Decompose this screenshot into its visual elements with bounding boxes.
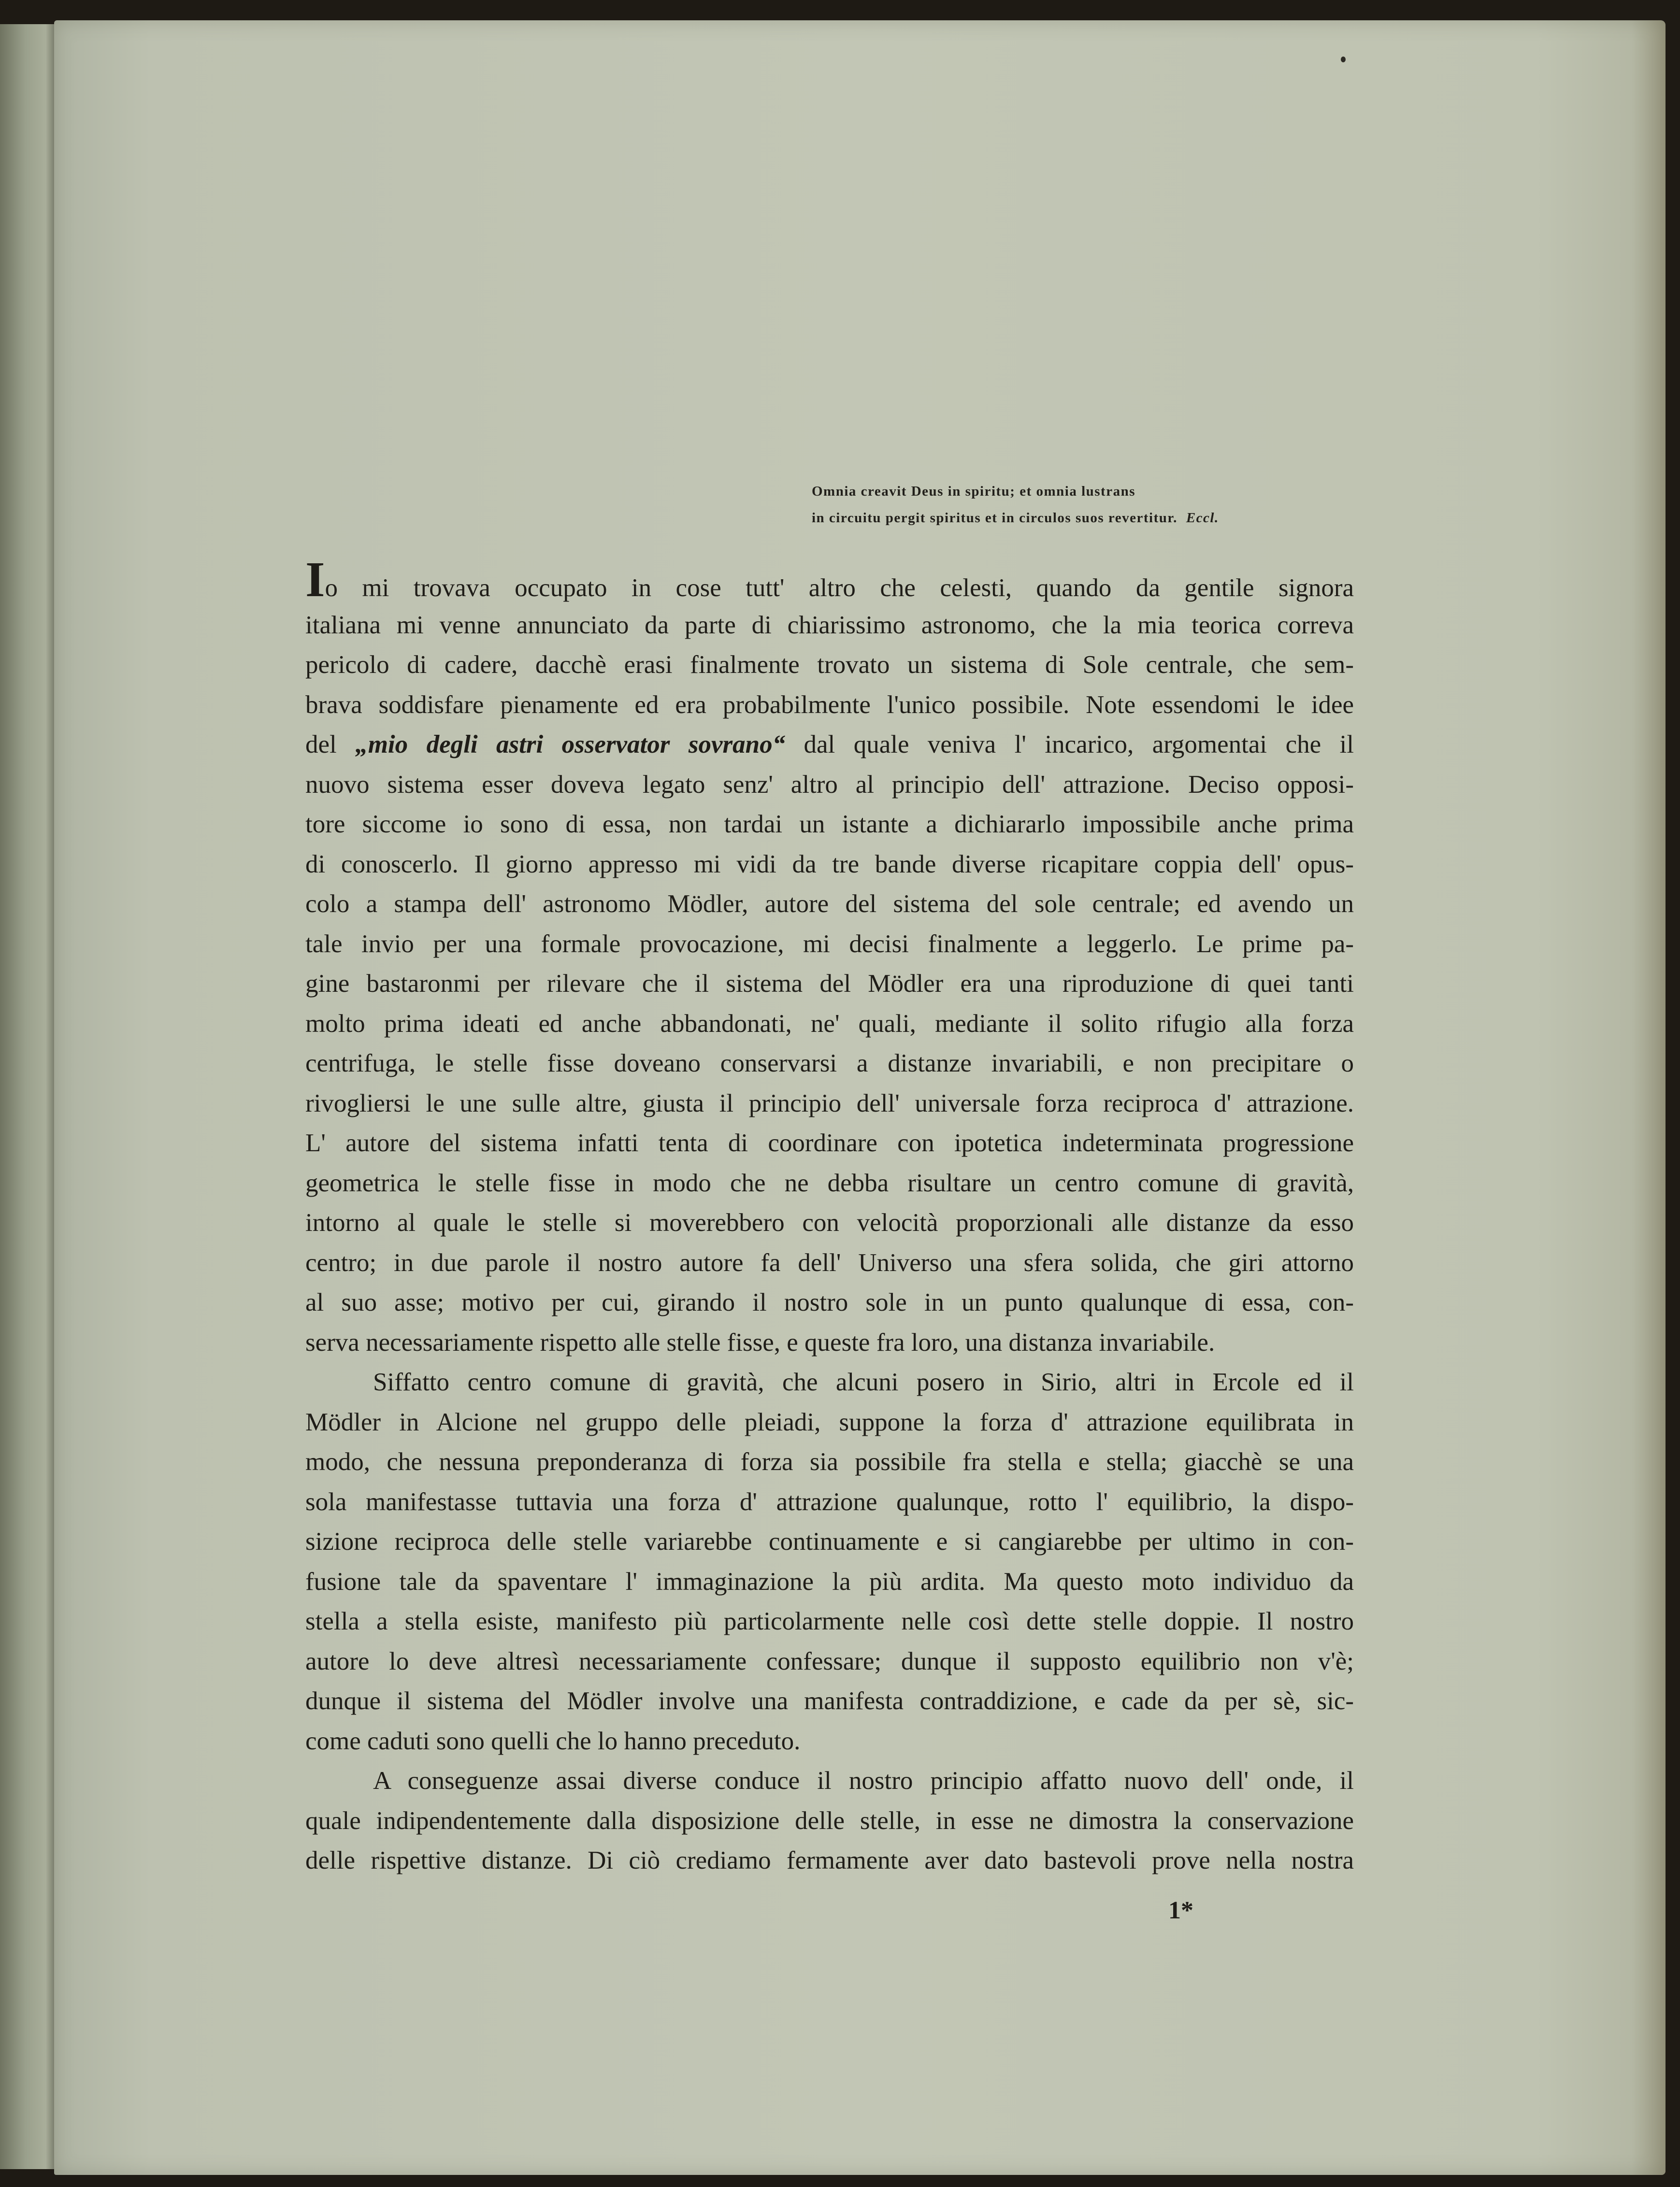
p2-line-1: Siffatto centro comune di gravità, che alcuni posero in Sirio, altri in Ercole ed il: [373, 1368, 1354, 1396]
p2-line-5: sizione reciproca delle stelle variarebbe continuamente e si cangiarebbe per ultimo in con-: [305, 1528, 1354, 1556]
p1-line-5-rest: dal quale veniva l' incarico, argomentai che il: [804, 730, 1354, 758]
p1-line-1: [305, 552, 1354, 607]
p1-line-6: nuovo sistema esser doveva legato senz' altro al principio dell' attrazione. Deciso opposi-: [305, 770, 1354, 799]
p1-line-15: L' autore del sistema infatti tenta di coordinare con ipotetica indeterminata progressione: [305, 1129, 1354, 1157]
p1-line-18: centro; in due parole il nostro autore fa dell' Universo una sfera solida, che giri attorno: [305, 1248, 1354, 1277]
body-text: [305, 552, 1354, 1881]
epigraph-line-2-text: in circuitu pergit spiritus et in circulos suos revertitur.: [812, 510, 1177, 526]
p3-line-2: quale indipendentemente dalla disposizione delle stelle, in esse ne dimostra la conservazione: [305, 1806, 1354, 1835]
p1-line-7: tore siccome io sono di essa, non tardai un istante a dichiararlo impossibile anche prima: [305, 810, 1354, 838]
epigraph-line-2: [812, 505, 1343, 531]
p1-line-8: di conoscerlo. Il giorno appresso mi vidi da tre bande diverse ricapitare coppia dell' opus-: [305, 850, 1354, 878]
p1-line-11: gine bastaronmi per rilevare che il sistema del Mödler era una riproduzione di quei tanti: [305, 970, 1354, 998]
ink-speck: [1341, 57, 1346, 62]
p1-line-20: serva necessariamente rispetto alle stelle fisse, e queste fra loro, una distanza invariabile.: [305, 1328, 1215, 1357]
p2-line-4: sola manifestasse tuttavia una forza d' attrazione qualunque, rotto l' equilibrio, la dispo-: [305, 1487, 1354, 1516]
p1-line-12: molto prima ideati ed anche abbandonati, ne' quali, mediante il solito rifugio alla forza: [305, 1009, 1354, 1038]
drop-cap: I: [305, 552, 325, 607]
epigraph-source: Eccl.: [1186, 510, 1219, 526]
p2-line-3: modo, che nessuna preponderanza di forza sia possibile fra stella e stella; giacchè se una: [305, 1448, 1354, 1476]
p2-line-10: come caduti sono quelli che lo hanno preceduto.: [305, 1727, 801, 1755]
p2-line-8: autore lo deve altresì necessariamente confessare; dunque il supposto equilibrio non v'è;: [305, 1647, 1354, 1675]
p1-line-3: pericolo di cadere, dacchè erasi finalmente trovato un sistema di Sole centrale, che sem-: [305, 651, 1354, 679]
p3-line-3: delle rispettive distanze. Di ciò crediamo fermamente aver dato bastevoli prove nella nostra: [305, 1846, 1354, 1874]
p2-line-2: Mödler in Alcione nel gruppo delle pleiadi, suppone la forza d' attrazione equilibrata in: [305, 1408, 1354, 1436]
left-facing-page-edge: [0, 24, 59, 2169]
p2-line-7: stella a stella esiste, manifesto più particolarmente nelle così dette stelle doppie. Il nostro: [305, 1607, 1354, 1635]
p2-line-9: dunque il sistema del Mödler involve una manifesta contraddizione, e cade da per sè, sic-: [305, 1687, 1354, 1715]
p1-line-13: centrifuga, le stelle fisse doveano conservarsi a distanze invariabili, e non precipitare o: [305, 1049, 1354, 1077]
p1-line-14: rivogliersi le une sulle altre, giusta il principio dell' universale forza reciproca d' attrazione.: [305, 1089, 1354, 1117]
epigraph: [812, 478, 1343, 531]
p1-line-1-text: o mi trovava occupato in cose tutt' altro che celesti, quando da gentile signora: [325, 574, 1354, 602]
quoted-verse: „mio degli astri osservator sovrano“: [355, 730, 786, 758]
p1-line-16: geometrica le stelle fisse in modo che ne debba risultare un centro comune di gravità,: [305, 1169, 1354, 1197]
p1-line-10: tale invio per una formale provocazione, mi decisi finalmente a leggerlo. Le prime pa-: [305, 929, 1354, 958]
p1-line-9: colo a stampa dell' astronomo Mödler, autore del sistema del sole centrale; ed avendo un: [305, 890, 1354, 918]
p1-line-5-prefix: del: [305, 730, 337, 758]
p1-line-19: al suo asse; motivo per cui, girando il nostro sole in un punto qualunque di essa, con-: [305, 1288, 1354, 1316]
signature-mark: 1*: [1168, 1897, 1193, 1924]
p1-line-5: [305, 725, 1354, 765]
p1-line-4: brava soddisfare pienamente ed era probabilmente l'unico possibile. Note essendomi le idee: [305, 690, 1354, 719]
epigraph-line-1: Omnia creavit Deus in spiritu; et omnia lustrans: [812, 484, 1135, 499]
p1-line-2: italiana mi venne annunciato da parte di chiarissimo astronomo, che la mia teorica correva: [305, 611, 1354, 639]
p2-line-6: fusione tale da spaventare l' immaginazione la più ardita. Ma questo moto individuo da: [305, 1567, 1354, 1596]
p3-line-1: A conseguenze assai diverse conduce il nostro principio affatto nuovo dell' onde, il: [373, 1767, 1354, 1795]
p1-line-17: intorno al quale le stelle si moverebbero con velocità proporzionali alle distanze da esso: [305, 1209, 1354, 1237]
